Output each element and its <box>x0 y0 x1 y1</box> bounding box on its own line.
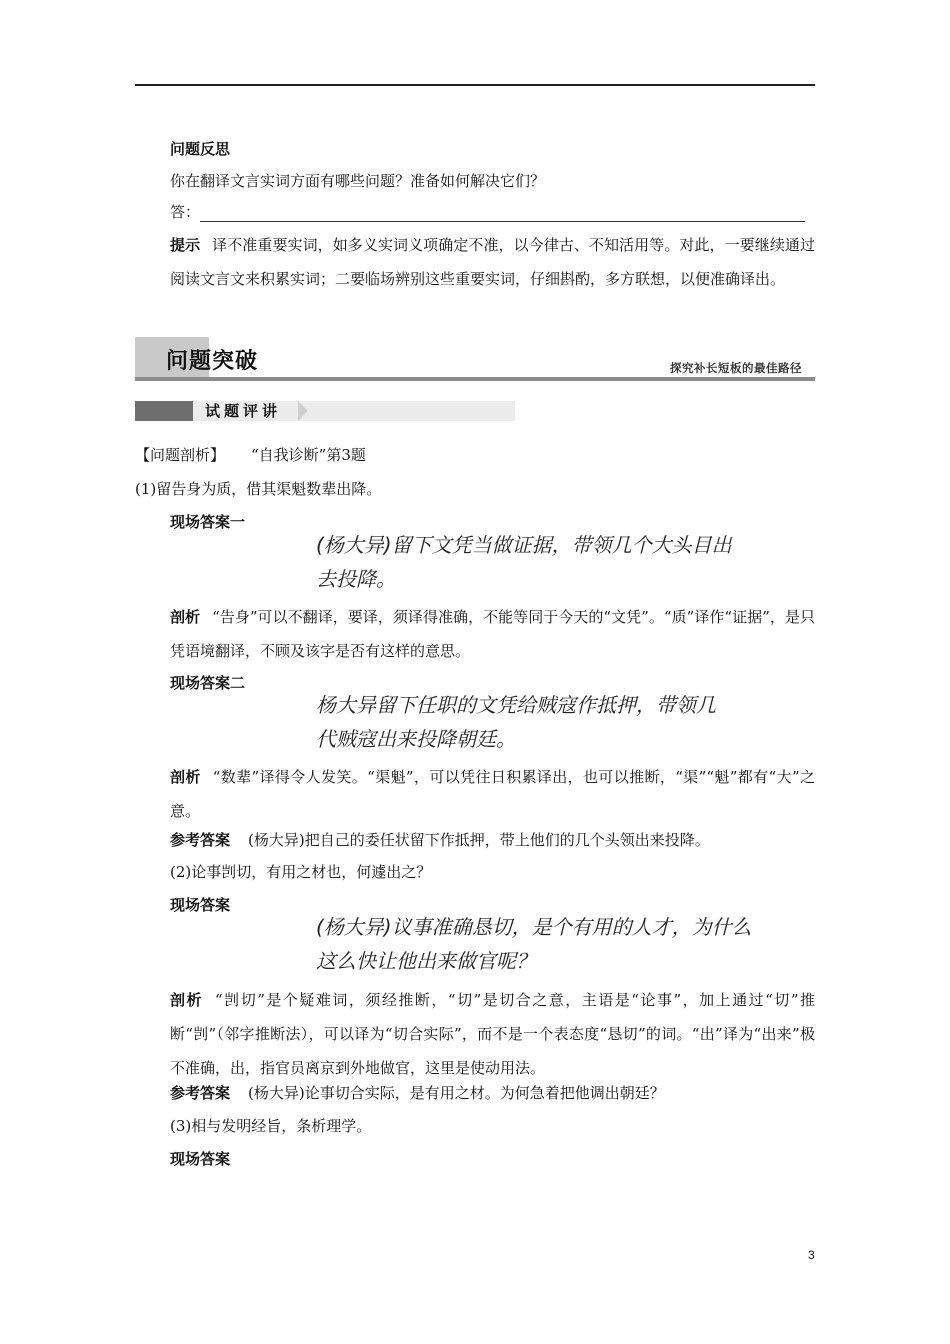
sub-section-title: 试题评讲 <box>205 402 282 420</box>
header-rule <box>135 84 815 86</box>
page-number: 3 <box>808 1248 815 1262</box>
hw2-line2: 代贼寇出来投降朝廷。 <box>316 727 516 751</box>
q1-analysis1-label: 剖析 <box>170 608 201 626</box>
q1-question: (1)留告身为质，借其渠魁数辈出降。 <box>135 480 382 498</box>
q1-analysis2-label: 剖析 <box>170 768 201 786</box>
q1-answer1-label: 现场答案一 <box>170 513 246 531</box>
answer-label: 答： <box>170 203 201 221</box>
analysis-ref: “自我诊断”第3题 <box>251 446 366 464</box>
analysis-label: 【问题剖析】 <box>135 446 226 464</box>
answer-row <box>170 202 805 222</box>
hw2-line1: 杨大异留下任职的文凭给贼寇作抵押，带领几 <box>316 693 716 717</box>
hw1-line1: (杨大异)留下文凭当做证据，带领几个大头目出 <box>316 533 732 557</box>
chevron-right-icon <box>298 401 308 421</box>
q2-analysis-label: 剖析 <box>170 991 204 1009</box>
q2-reference <box>170 1083 665 1103</box>
q3-question: (3)相与发明经旨，条析理学。 <box>170 1117 372 1135</box>
q2-analysis <box>170 983 815 1085</box>
q1-analysis1-text: “告身”可以不翻译，要译，须译得准确，不能等同于今天的“文凭”。“质”译作“证据”，是只凭语境翻译，不顾及该字是否有这样的意思。 <box>170 608 815 660</box>
section-banner-bar <box>135 377 815 381</box>
q1-ref-label: 参考答案 <box>170 831 231 849</box>
handwritten-answer-1 <box>312 530 732 594</box>
sub-banner-dark <box>135 401 193 421</box>
q1-analysis2-text: “数辈”译得令人发笑。“渠魁”，可以凭往日积累译出，也可以推断，“渠”“魁”都有“大”之意。 <box>170 768 815 820</box>
analysis-row <box>135 445 366 465</box>
q3-answer-label: 现场答案 <box>170 1150 231 1168</box>
reflection-question: 你在翻译文言实词方面有哪些问题？准备如何解决它们？ <box>170 172 546 190</box>
reflection-title: 问题反思 <box>170 140 231 158</box>
q1-reference <box>170 830 710 850</box>
section-title: 问题突破 <box>166 349 259 374</box>
q2-analysis-text: “剀切”是个疑难词，须经推断，“切”是切合之意，主语是“论事”，加上通过“切”推断“剀”（邻字推断法），可以译为“切合实际”，而不是一个表态度“恳切”的词。“出”译为“出来”极不准确，出，指官员离京到外地做官，这里是使动用法。 <box>170 991 815 1077</box>
answer-blank-line[interactable] <box>200 205 805 222</box>
hw3-line2: 这么快让他出来做官呢？ <box>316 949 536 973</box>
hint-text: 译不准重要实词，如多义实词义项确定不准，以今律古、不知活用等。对此，一要继续通过阅读文言文来积累实词；二要临场辨别这些重要实词，仔细斟酌，多方联想，以便准确译出。 <box>170 236 815 288</box>
q1-ref-text: (杨大异)把自己的委任状留下作抵押，带上他们的几个头领出来投降。 <box>248 831 710 849</box>
handwritten-answer-2 <box>312 690 716 754</box>
hint-paragraph <box>170 228 815 296</box>
hw1-line2: 去投降。 <box>316 567 396 591</box>
q1-analysis2 <box>170 760 815 828</box>
q1-analysis1 <box>170 600 815 668</box>
handwritten-answer-3 <box>312 912 752 976</box>
q1-answer2-label: 现场答案二 <box>170 674 246 692</box>
q2-ref-label: 参考答案 <box>170 1084 231 1102</box>
q2-answer-label: 现场答案 <box>170 896 231 914</box>
hw3-line1: (杨大异)议事准确恳切，是个有用的人才，为什么 <box>316 915 752 939</box>
section-subtitle: 探究补长短板的最佳路径 <box>670 361 802 375</box>
q2-question: (2)论事剀切，有用之材也，何遽出之？ <box>170 863 432 881</box>
hint-label: 提示 <box>170 236 201 254</box>
q2-ref-text: (杨大异)论事切合实际，是有用之材。为何急着把他调出朝廷？ <box>248 1084 665 1102</box>
